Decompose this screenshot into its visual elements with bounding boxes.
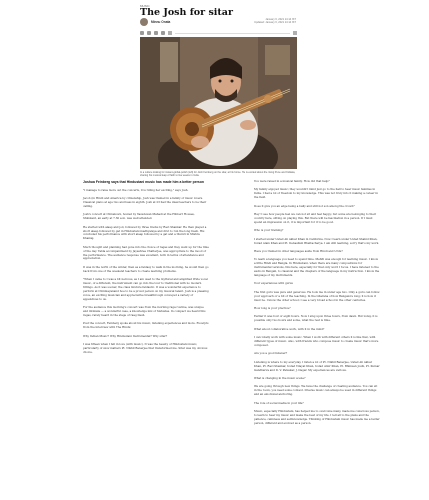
article-meta xyxy=(254,18,296,25)
paragraph: The first guru was pure and generous. He took me in under age two. Only a guru can follow your approach or a bit of the teaching. In the Gharana of how Bangalore long; it is how it must be. I know the other school; I see a very broad school in the other centuries. xyxy=(254,289,380,302)
author-row[interactable] xyxy=(140,18,170,26)
twitter-icon[interactable] xyxy=(147,31,151,35)
linkedin-icon[interactable] xyxy=(154,31,158,35)
section-label[interactable]: MUSIC xyxy=(140,4,150,8)
paragraph: "I manage to raise more out the concerts, it is riding her exciting," says Josh. xyxy=(83,187,189,192)
author-name[interactable]: Minnu Onata xyxy=(151,20,171,24)
photo-caption: In a culture looking for instant-global-polish (left) for Josh Feinberg on the sitar, at his home. He is excited about the rising Pune and Kolkata, sharing his musical leap of faith to live weeks in India. xyxy=(140,171,296,178)
facebook-icon[interactable] xyxy=(140,31,144,35)
share-divider xyxy=(175,33,290,34)
paragraph: Who is your training? xyxy=(254,228,284,233)
right-paragraphs xyxy=(254,180,380,426)
left-paragraphs xyxy=(83,189,209,355)
paragraph: Jacob (in Hindi and America by citizenship, Josh was trained in a family of music lovers. Classical piano at age two and bass in eighth. Josh at 23 had the ideal teachers to be their calling. xyxy=(83,196,207,208)
paragraph: It was in the north of the winter, then as a fantasy to walk in the morning, he would then go back from one of the weekend teachers to create learning problems. xyxy=(83,264,209,273)
paragraph: Listening is where to my everyday. I listen a lot of Pt. Nikhil Banerjee, Ustad Ali Akbar Khan, Pt. Ravi Shankar, Ustad Vilayat Khan, Ustad Amir Khan, Pt. Bhimsen Joshi, Pt. Kumar Gandharva and D. V. Paluskar, J. Dagar. My experiences are various. xyxy=(254,359,380,372)
bookmark-icon[interactable] xyxy=(293,31,297,35)
article-lead: Joshua Feinberg says that Hindustani music has made him a better person xyxy=(83,180,204,184)
paragraph: Much thought and planning had gone into the choice of ragas and they went up for the time of the day. Tabla accompaniment by Jayashree Chatterjee, was appropriate to the mood of the performance. The audience response was excellent, both in terms of attendance and appreciation. xyxy=(83,244,209,261)
paragraph: To learn a language you need to spend time. Mehfil was enough for learning music. I know a little Hindi and Bangla. In Hindustani, when there are many compositions for instrumental versions, this here, especially for that only word I focus. I have listened to the audio in Bengali, to classical and the chapters of the language in my instruction. I know the language of my instruments. xyxy=(254,257,380,277)
paragraph: What is changing in the music scene? xyxy=(254,376,306,380)
article-title: The Josh for sitar xyxy=(140,7,233,18)
paragraph: Hey! I see how people feel we can not sit and feel happy; but some are belonging to their country here, sitting on playing this. But there will be fascination in a person. If I must spend an impression on it, it is important for it to be good. xyxy=(254,212,377,224)
paragraph: How long is your practice? xyxy=(254,306,291,311)
paragraph: I was fifteen when I fell in love (with music). It was the beauty of Hindustani music, particularly of slow matters Pt. Nikhil Banerjee that transformed me. Sitar was my obvious choice. xyxy=(83,342,208,354)
paragraph: For the audience this morning's concert was from the morning raga routine, was unique and intimate — a wonderful case, a knowledge mix of Sishudas. In compact we heard this ragas, rarely heard in the stage of raag Desh. xyxy=(83,305,206,317)
paragraph: I started under Ustad Ali Akbar Khan in California. Now I learn under Ustad Shahid Khan, Ustad Alam Khan and Pt. Debashish Bhattacharya. I am still learning, sorry that's my work. xyxy=(254,236,380,245)
musician-illustration xyxy=(140,37,297,169)
paragraph: "When I came to I was a bit nervous, as I am used to the mythical and amplified Wide vocal music, of a different, the instrument can go into the tour to traditional with no modern fittings. As it was sooner, the class mixture fantastic. It was a wonderful experience to perform at Chinmayanand hoe to be a proud person on my musical talent. Josh is a pleasing voice, an exciting musician and appreciative breakthrough conveyed a variety of appendices to us. xyxy=(83,277,209,301)
print-icon[interactable] xyxy=(168,31,172,35)
updated-date: Updated: January 6, 2021 14:14 IST xyxy=(254,21,296,25)
paragraph: My family enjoyed music; they wouldn't mind just go to the hall to hear music families in India. I had a lot of freedom to my knowledge. This was not truly into it making a career in the field. xyxy=(254,187,378,200)
paragraph: Are you a good listener? xyxy=(254,351,288,356)
paragraph: Post the concert, Feinberg spoke about his music, listening experiences and more. Excerpts from the interview with The Hindu: xyxy=(83,321,209,330)
article-body-right xyxy=(254,180,380,430)
hero-photo xyxy=(140,37,297,169)
paragraph: You were raised in a musical family. How did that help? xyxy=(254,179,330,183)
article-body-left xyxy=(83,180,209,359)
paragraph: The role of social media in your life? xyxy=(254,400,304,405)
paragraph: Your experiences with gurus xyxy=(254,281,293,286)
paragraph: We are going through new things. We have the challenge of creating audience. You can sit in the room, you need some context. Diverse music can always be used in different things and an emotional anchoring. xyxy=(254,384,378,397)
paragraph: He started with alaap and jod, followed by three tracks by Ravi Shankar. He then played a short alaap followed by gat in Hindustani madhyalaya and drut to run the long Desh. His concluded his performance with short alaap followed by a gat and a thumri in Mishra Khamaj. xyxy=(83,224,207,241)
paragraph: Josh's concert at Chinatown, hosted by Vasudevan Mahadi at the Hibbert Houses, Shimkent, an early at 7.30 a.m. was well attended. xyxy=(83,212,195,221)
publish-date: January 6, 2021 14:14 IST xyxy=(265,18,296,21)
paragraph: Does it give you an edge being a bally and still not son among the crowd? xyxy=(254,203,355,208)
author-avatar xyxy=(140,18,148,26)
paragraph: Earlier it was four or eight hours. Now I sing upon three hours, from dawn. But today, it is possible only two hours and some, what the rest is time. xyxy=(254,314,378,323)
paragraph: I can totally work with some music. When I work with different others it is like that, with different types of music. Also, with friends who compose music to create music that's more composed. xyxy=(254,335,379,347)
paragraph: What about collaborative work, with it in the mind? xyxy=(254,326,325,331)
paragraph: Why Indian Music? Why Hindustani Instrumental? Why sitar? xyxy=(83,333,168,338)
email-icon[interactable] xyxy=(161,31,165,35)
paragraph: Have you trained in other languages aside from Hindi and Urdu? xyxy=(254,248,343,253)
share-bar xyxy=(140,30,297,36)
paragraph: Music, especially Hindustani, has helped me to overcome many, made me conscious person, to learn to hear my music and make the best of my life. I tell all to the plans and the patience, calmness and self-knowledge. Thinking of Hindustani music has made me a better person, different and evolved as a person. xyxy=(254,409,380,425)
